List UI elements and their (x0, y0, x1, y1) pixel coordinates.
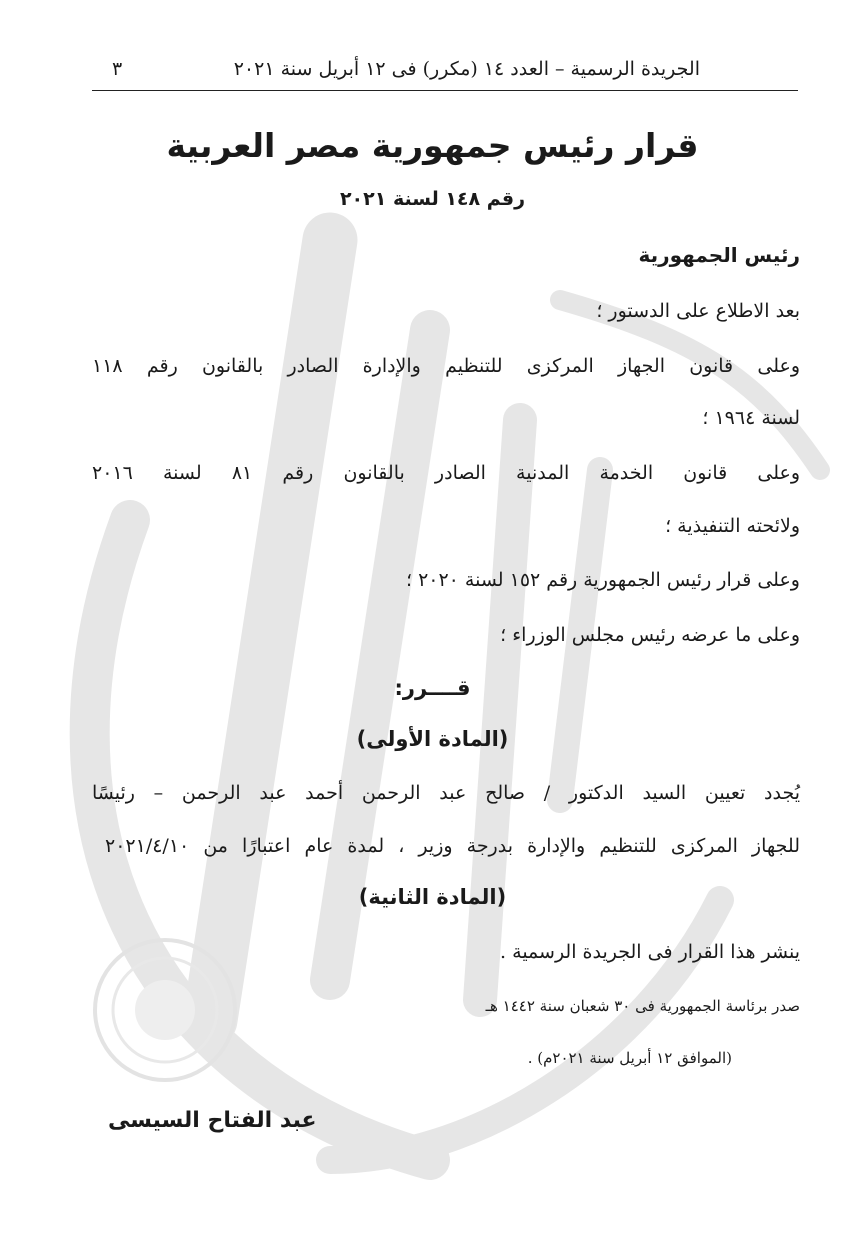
page-number: ٣ (112, 58, 123, 80)
preamble-presidential-decree: وعلى قرار رئيس الجمهورية رقم ١٥٢ لسنة ٢٠٢٠ ؛ (405, 569, 800, 591)
decided-heading: قــــرر: (394, 676, 471, 700)
corresponding-date: (الموافق ١٢ أبريل سنة ٢٠٢١م) . (527, 1049, 732, 1067)
president-signature: عبد الفتاح السيسى (108, 1108, 317, 1133)
article-1-heading: (المادة الأولى) (356, 727, 509, 751)
preamble-constitution: بعد الاطلاع على الدستور ؛ (596, 300, 800, 322)
preamble-civil-service-regulations: ولائحته التنفيذية ؛ (665, 515, 800, 537)
gazette-issue-title: الجريدة الرسمية – العدد ١٤ (مكرر) فى ١٢ أبريل سنة ٢٠٢١ (233, 58, 700, 80)
preamble-central-agency-law: وعلى قانون الجهاز المركزى للتنظيم والإدارة الصادر بالقانون رقم ١١٨ (92, 355, 800, 377)
authority-heading: رئيس الجمهورية (638, 243, 800, 267)
seal-ring (95, 940, 235, 1080)
article-2-text: ينشر هذا القرار فى الجريدة الرسمية . (500, 941, 800, 963)
article-1-text-line-1: يُجدد تعيين السيد الدكتور / صالح عبد الرحمن أحمد عبد الرحمن – رئيسًا (92, 782, 800, 804)
article-1-text-line-2: للجهاز المركزى للتنظيم والإدارة بدرجة وزير ، لمدة عام اعتبارًا من ٢٠٢١/٤/١٠ (105, 835, 800, 857)
preamble-central-agency-law-year: لسنة ١٩٦٤ ؛ (702, 407, 800, 429)
issued-date: صدر برئاسة الجمهورية فى ٣٠ شعبان سنة ١٤٤٢ هـ (485, 997, 800, 1015)
decree-number: رقم ١٤٨ لسنة ٢٠٢١ (339, 188, 526, 210)
article-2-heading: (المادة الثانية) (358, 885, 507, 909)
decree-title: قرار رئيس جمهورية مصر العربية (166, 126, 699, 165)
preamble-civil-service-law: وعلى قانون الخدمة المدنية الصادر بالقانون رقم ٨١ لسنة ٢٠١٦ (92, 462, 800, 484)
preamble-prime-minister: وعلى ما عرضه رئيس مجلس الوزراء ؛ (500, 624, 800, 646)
page-header (92, 54, 798, 91)
